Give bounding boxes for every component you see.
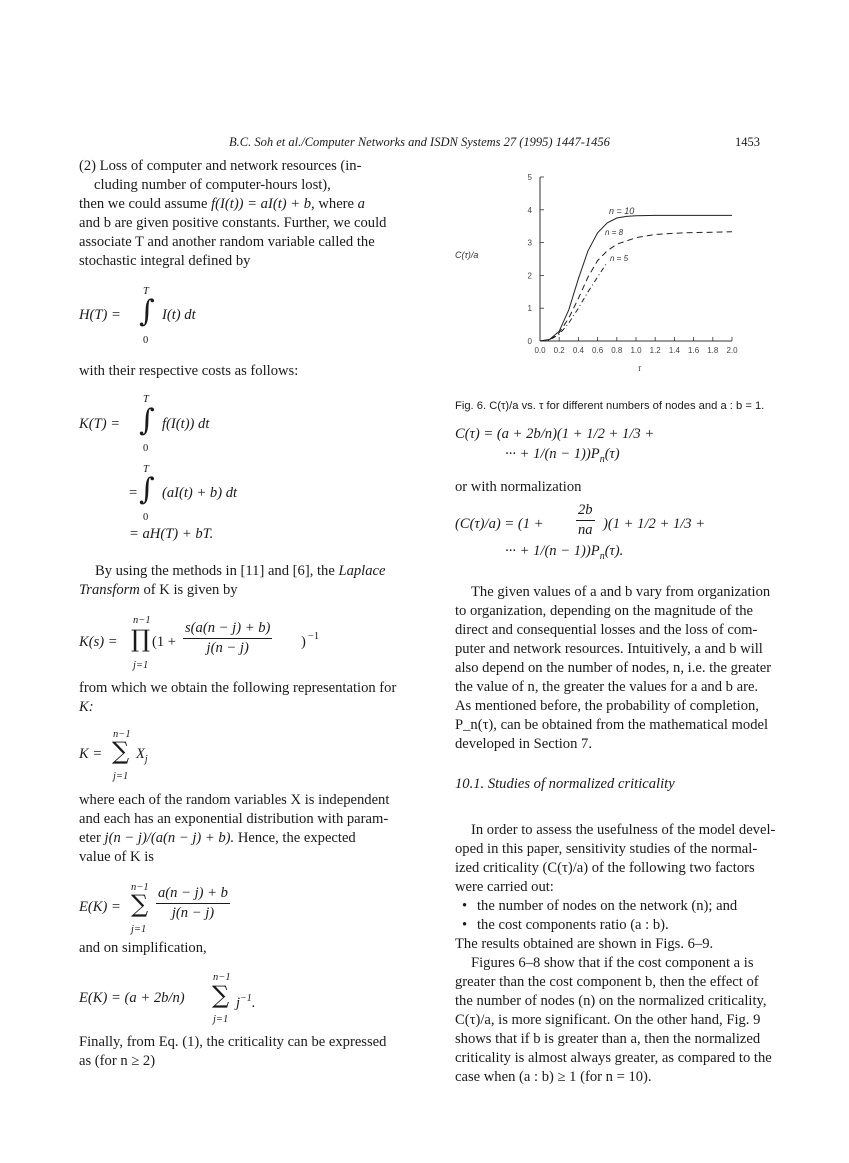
chart-ticks bbox=[528, 173, 739, 355]
x-axis-label: τ bbox=[638, 364, 641, 373]
x-tick-label: 1.4 bbox=[668, 346, 680, 355]
paragraph-2: In order to assess the usefulness of the model devel- oped in this paper, sensitivity studies of the normal- ized criticality (C(τ)/a) of the following two factors were carried out: • the number of nodes on the network (n); and • the cost components ratio (a : b). The results obtained are shown in Figs. 6–9. Figures 6–8 show that if the cost component a is greater than the cost component b, then the effect of the number of nodes (n) on the normalized criticality, C(τ)/a, is more significant. On the other hand, Fig. 9 shows that if b is greater than a, then the normalized criticality is almost always greater, as compared to the case when (a : b) ≥ 1 (for n = 10). bbox=[455, 821, 805, 1087]
indep-line-2: and each has an exponential distribution with param- bbox=[79, 811, 389, 827]
series-line-n5 bbox=[540, 262, 607, 341]
repr-line-2: K: bbox=[79, 699, 94, 715]
simplification-line: and on simplification, bbox=[79, 940, 207, 956]
EK-fraction: $\frac{a(n - j) + b}{j(n - j)}$ bbox=[158, 885, 228, 921]
figure-6-chart bbox=[447, 160, 747, 380]
series-line-n8 bbox=[540, 232, 732, 341]
y-axis-label: C(τ)/a bbox=[455, 250, 479, 260]
x-tick-label: 0.0 bbox=[534, 346, 546, 355]
C2-fraction: $\frac{2b}{na}$ bbox=[578, 502, 593, 538]
Ks-fraction: $\frac{s(a(n - j) + b)}{j(n - j)}$ bbox=[185, 620, 271, 656]
running-title: B.C. Soh et al./Computer Networks and ISDN Systems 27 (1995) 1447-1456 bbox=[229, 135, 610, 149]
x-tick-label: 1.0 bbox=[630, 346, 642, 355]
chart-axes bbox=[540, 177, 732, 341]
y-tick-label: 1 bbox=[527, 304, 532, 314]
item-2-line-2: cluding number of computer-hours lost), bbox=[94, 177, 331, 193]
page-number: 1453 bbox=[735, 135, 760, 149]
y-tick-label: 4 bbox=[527, 205, 532, 215]
sum-sign: ∑ bbox=[131, 890, 149, 918]
paragraph-1: The given values of a and b vary from organization to organization, depending on the magnitude of the direct and consequential losses and the loss of com- puter and network resources. Intuitively, a and b will also depend on the number of nodes, n, i.e. the greater the value of n, the greater the values for a and b are. As mentioned before, the probability of completion, P_n(τ), can be obtained from the mathematical model developed in Section 7. bbox=[455, 584, 772, 752]
final-line-1: Finally, from Eq. (1), the criticality can be expressed bbox=[79, 1034, 387, 1050]
indep-line-4: value of K is bbox=[79, 849, 154, 865]
figure-6-caption: Fig. 6. C(τ)/a vs. τ for different numbers of nodes and a : b = 1. bbox=[455, 400, 765, 412]
left-column: (2) Loss of computer and network resources (in- cluding number of computer-hours lost), then we could assume f(I(t)) = aI(t) + b, where a and b are given positive constants. Further, we could associate T and another random variable called the stochastic integral defined by T H(T) = ∫ I(t) dt 0 with their respective costs as follows: T K(T) = ∫ f(I(t)) dt 0 T = ∫ (aI(t) + b) dt 0 = aH(T) + bT. By using the methods in [11] and [6], the Laplace Transform of K is given by n−1 K(s) = ∏ (1 + $\frac{s(a(n - j) + b)}{j(n - j)}$ ) −1 j=1 from which we obtain the following representation for K: n−1 K = ∑ $X_j$ j=1 where each of the random variables X is independent and each has an exponential distribution with param- eter j(n − j)/(a(n − j) + b). Hence, the expected value of K is n−1 E(K) = ∑ $\frac{a(n - j) + b}{j(n - j)}$ j=1 and on simplification, n−1 E(K) = (a + 2b/n) ∑ $j^{-1}$. j=1 bbox=[79, 158, 397, 1025]
product-sign: ∏ bbox=[131, 625, 151, 653]
bullet-item: • the number of nodes on the network (n); and bbox=[455, 897, 805, 916]
costs-line: with their respective costs as follows: bbox=[79, 363, 299, 379]
y-tick-label: 3 bbox=[527, 238, 532, 248]
integral-sign: ∫ bbox=[139, 403, 155, 438]
intro-line-3: associate T and another random variable called the bbox=[79, 234, 375, 250]
x-tick-label: 0.2 bbox=[553, 346, 565, 355]
running-header bbox=[0, 135, 849, 153]
item-2-line-1: (2) Loss of computer and network resources (in- bbox=[79, 158, 362, 174]
series-label-n10: n = 10 bbox=[609, 206, 635, 216]
intro-line-2: and b are given positive constants. Further, we could bbox=[79, 215, 387, 231]
y-tick-label: 5 bbox=[527, 173, 532, 182]
series-label-n5: n = 5 bbox=[610, 254, 629, 263]
left-column-tail bbox=[79, 1033, 431, 1073]
x-tick-label: 1.2 bbox=[649, 346, 661, 355]
series-label-n8: n = 8 bbox=[605, 228, 624, 237]
repr-line-1: from which we obtain the following representation for bbox=[79, 680, 397, 696]
normalization-line: or with normalization bbox=[455, 479, 582, 495]
x-tick-label: 0.6 bbox=[592, 346, 604, 355]
indep-line-1: where each of the random variables X is independent bbox=[79, 792, 390, 808]
x-tick-label: 1.8 bbox=[707, 346, 719, 355]
bullet-item: • the cost components ratio (a : b). bbox=[455, 916, 805, 935]
y-tick-label: 0 bbox=[527, 337, 532, 346]
integral-sign: ∫ bbox=[139, 472, 155, 507]
x-tick-label: 2.0 bbox=[726, 346, 738, 355]
section-heading: 10.1. Studies of normalized criticality bbox=[455, 776, 675, 792]
x-tick-label: 0.8 bbox=[611, 346, 623, 355]
sum-sign: ∑ bbox=[112, 737, 130, 765]
laplace-line-2: Transform of K is given by bbox=[79, 582, 238, 598]
sum-sign: ∑ bbox=[212, 981, 230, 1009]
x-tick-label: 1.6 bbox=[688, 346, 700, 355]
right-column: C(τ) = (a + 2b/n)(1 + 1/2 + 1/3 + ··· + $1/(n - 1))P_n(\tau)$ or with normalization (C(τ)/a) = (1 + $\frac{2b}{na}$ )(1 + 1/2 + 1/3 + ··· + $1/(n - 1))P_n(\tau)$. The given values of a and b vary from organization to organization, depending on the magnitude of the direct and consequential losses and the loss of com- puter and network resources. Intuitively, a and b will also depend on the number of nodes, n, i.e. the greater the value of n, the greater the values for a and b are. As mentioned before, the probability of completion, P_n(τ), can be obtained from the mathematical model developed in Section 7. 10.1. Studies of normalized criticality In order to assess the usefulness of the model devel- oped in this paper, sensitivity studies of the normal- ized criticality (C(τ)/a) of the following two factors were carried out: • the number of nodes on the network (n); and • the cost components ratio (a : b). The results obtained are shown in Figs. 6–9. Figures 6–8 show that if the cost component a is greater than the cost component b, then the effect of the number of nodes (n) on the normalized criticality, C(τ)/a, is more significant. On the other hand, Fig. 9 shows that if b is greater than a, then the normalized criticality is almost always greater, as compared to the case when (a : b) ≥ 1 (for n = 10). bbox=[455, 425, 805, 1065]
final-line-2: as (for n ≥ 2) bbox=[79, 1053, 156, 1069]
integral-sign: ∫ bbox=[139, 294, 155, 329]
laplace-line-1: By using the methods in [11] and [6], the Laplace bbox=[95, 563, 386, 579]
intro-line-4: stochastic integral defined by bbox=[79, 253, 251, 269]
y-tick-label: 2 bbox=[527, 271, 532, 281]
indep-line-3: eter j(n − j)/(a(n − j) + b). Hence, the expected bbox=[79, 830, 356, 846]
x-tick-label: 0.4 bbox=[572, 346, 584, 355]
intro-line-1: then we could assume f(I(t)) = aI(t) + b, where a bbox=[79, 196, 365, 212]
chart-series bbox=[540, 215, 732, 341]
